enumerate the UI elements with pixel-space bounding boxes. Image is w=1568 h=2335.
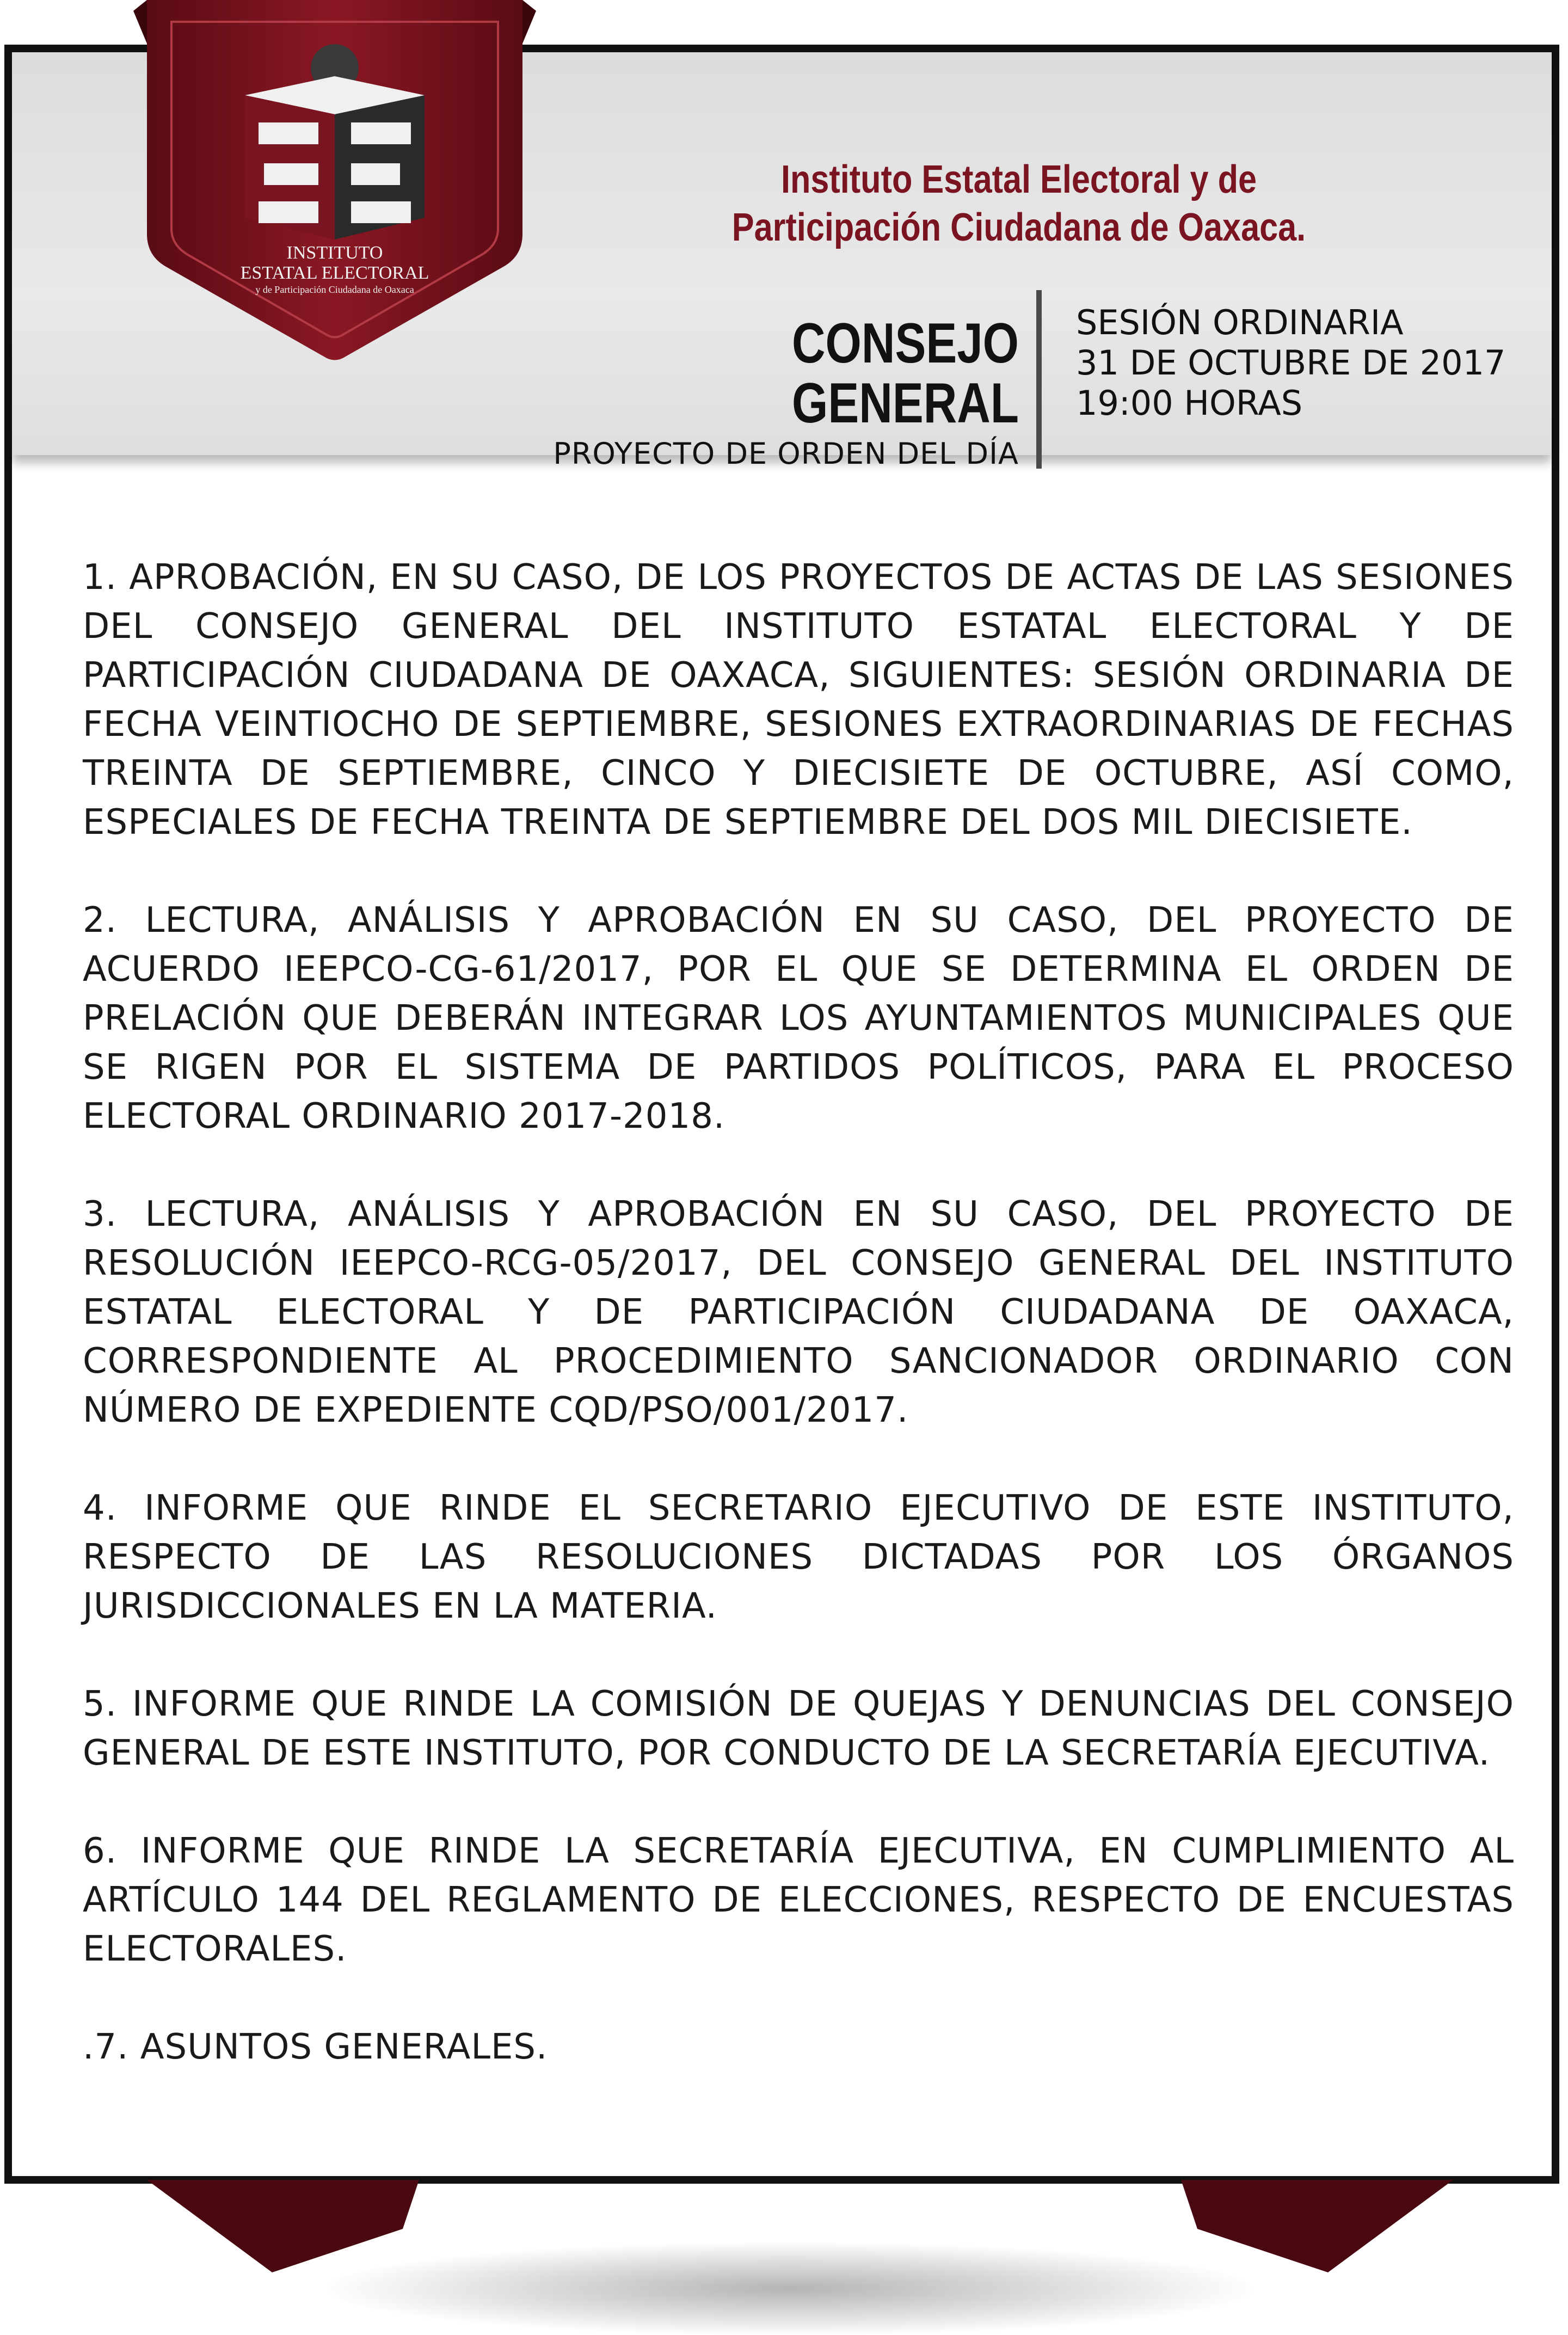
session-info [1076,303,1555,423]
agenda-item-1: 1. APROBACIÓN, EN SU CASO, DE LOS PROYECTOS DE ACTAS DE LAS SESIONES DEL CONSEJO GENERAL DEL INSTITUTO ESTATAL ELECTORAL Y DE PARTICIPACIÓN CIUDADANA DE OAXACA, SIGUIENTES: SESIÓN ORDINARIA DE FECHA VEINTIOCHO DE SEPTIEMBRE, SESIONES EXTRAORDINARIAS DE FECHAS TREINTA DE SEPTIEMBRE, CINCO Y DIECISIETE DE OCTUBRE, ASÍ COMO, ESPECIALES DE FECHA TREINTA DE SEPTIEMBRE DEL DOS MIL DIECISIETE. [83,557,1514,843]
agenda-list [83,553,1514,2121]
council-title: CONSEJO GENERAL [791,312,1019,435]
council-block [534,314,1019,471]
organization-name-line-1: Instituto Estatal Electoral y de [780,158,1257,201]
agenda-item-3: 3. LECTURA, ANÁLISIS Y APROBACIÓN EN SU CASO, DEL PROYECTO DE RESOLUCIÓN IEEPCO-RCG-05/2017, DEL CONSEJO GENERAL DEL INSTITUTO ESTATAL ELECTORAL Y DE PARTICIPACIÓN CIUDADANA DE OAXACA, CORRESPONDIENTE AL PROCEDIMIENTO SANCIONADOR ORDINARIO CON NÚMERO DE EXPEDIENTE CQD/PSO/001/2017. [83,1194,1514,1430]
floor-shadow [327,2242,1252,2335]
organization-name-line-2: Participación Ciudadana de Oaxaca. [731,206,1306,249]
session-time: 19:00 HORAS [1076,383,1303,423]
agenda-subtitle: PROYECTO DE ORDEN DEL DÍA [553,437,1019,471]
ribbon-tail-left [147,2180,419,2272]
institute-logo-ribbon [133,0,536,364]
logo-text-line-2: ESTATAL ELECTORAL [240,263,429,283]
session-type: SESIÓN ORDINARIA [1076,303,1404,342]
agenda-item-4: 4. INFORME QUE RINDE EL SECRETARIO EJECUTIVO DE ESTE INSTITUTO, RESPECTO DE LAS RESOLUCIONES DICTADAS POR LOS ÓRGANOS JURISDICCIONALES EN LA MATERIA. [83,1488,1514,1626]
header-divider [1036,290,1042,469]
session-date: 31 DE OCTUBRE DE 2017 [1076,343,1506,383]
agenda-item-2: 2. LECTURA, ANÁLISIS Y APROBACIÓN EN SU CASO, DEL PROYECTO DE ACUERDO IEEPCO-CG-61/2017, POR EL QUE SE DETERMINA EL ORDEN DE PRELACIÓN QUE DEBERÁN INTEGRAR LOS AYUNTAMIENTOS MUNICIPALES QUE SE RIGEN POR EL SISTEMA DE PARTIDOS POLÍTICOS, PARA EL PROCESO ELECTORAL ORDINARIO 2017-2018. [83,900,1514,1136]
ribbon-tail-right [1181,2180,1453,2272]
agenda-item-7: .7. ASUNTOS GENERALES. [83,2027,548,2067]
agenda-item-6: 6. INFORME QUE RINDE LA SECRETARÍA EJECUTIVA, EN CUMPLIMIENTO AL ARTÍCULO 144 DEL REGLAMENTO DE ELECCIONES, RESPECTO DE ENCUESTAS ELECTORALES. [83,1831,1514,1969]
logo-text-line-3: y de Participación Ciudadana de Oaxaca [255,284,414,295]
document-frame [4,45,1559,2184]
logo-text-line-1: INSTITUTO [286,243,383,263]
agenda-item-5: 5. INFORME QUE RINDE LA COMISIÓN DE QUEJAS Y DENUNCIAS DEL CONSEJO GENERAL DE ESTE INSTITUTO, POR CONDUCTO DE LA SECRETARÍA EJECUTIVA. [83,1684,1514,1773]
organization-name [672,156,1366,251]
